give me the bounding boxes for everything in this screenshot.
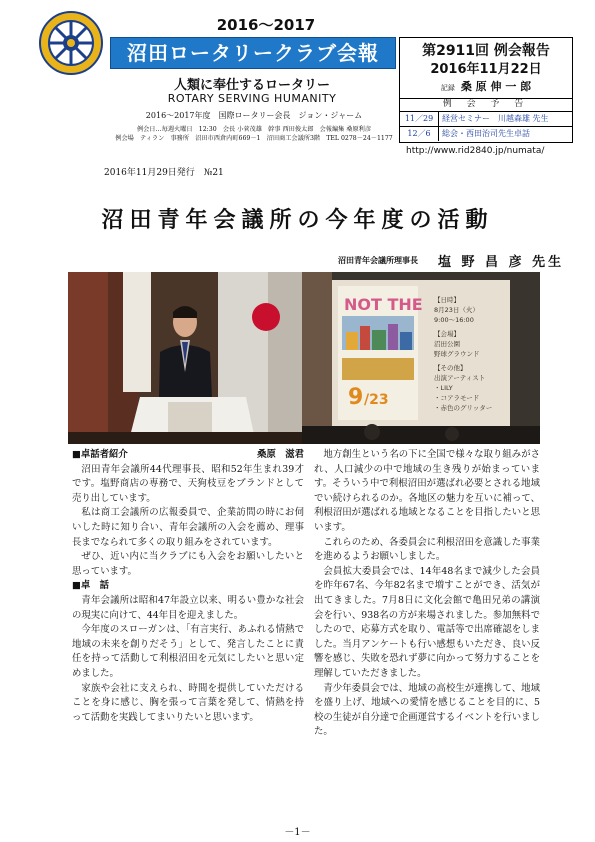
issue-line: 2016年11月29日発行 №21 [104, 168, 224, 178]
rotary-logo [38, 10, 104, 76]
club-title: 沼田ロータリークラブ会報 [127, 41, 379, 65]
schedule-text: 総会・西田治司先生卓話 [442, 129, 530, 138]
year-range: 2016～2017 [216, 16, 316, 34]
svg-text:/23: /23 [364, 392, 389, 408]
meeting-info [104, 126, 404, 143]
svg-text:出演アーティスト: 出演アーティスト [434, 374, 486, 382]
speaker-title: 沼田青年会議所理事長 [338, 256, 418, 265]
article-right-column [314, 448, 540, 740]
schedule-date: 11／29 [400, 112, 439, 126]
schedule-text: 経営セミナー 川越森雄 先生 [442, 114, 549, 123]
svg-text:8月23日（火）: 8月23日（火） [434, 306, 479, 314]
schedule-row [400, 112, 572, 127]
theme-japanese: 人類に奉仕するロータリー [173, 78, 330, 93]
talk-paragraph: これらのため、各委員会に利根沼田を意識した事業を進めるようお願いしました。 [314, 536, 540, 563]
talk-paragraph: 会員拡大委員会では、14年48名まで減少した会員を昨年67名、今年82名まで増すことができ、活気が出てきました。7月8日に文化会館で亀田兄弟の講演会を行い、938名の方が来場されました。参加無料でしたので、応募方式を取り、電話等で出席確認をしました。当月アンケートも行い感想もいただき、良い反響を感じ、失敗を恐れず夢に向かって努力することを理解していただきました。 [314, 565, 540, 679]
club-url[interactable]: http://www.rid2840.jp/numata/ [406, 146, 545, 156]
intro-paragraph: 私は商工会議所の広報委員で、企業訪問の時にお伺いした時に知り合い、青年会議所の入会を薦め、理事長までなられて多くの取り組みをされています。 [72, 507, 304, 548]
svg-text:9:00～16:00: 9:00～16:00 [434, 316, 474, 324]
meeting-schedule-box [399, 97, 573, 143]
schedule-date: 12／6 [400, 127, 439, 141]
schedule-title: 例 会 予 告 [400, 97, 572, 112]
report-info-box [399, 37, 573, 99]
recorder [400, 78, 572, 94]
intro-paragraph: 沼田青年会議所44代理事長、昭和52年生まれ39才です。塩野商店の専務で、天狗枝豆をブランドとして売り出しています。 [72, 463, 304, 504]
svg-text:【日時】: 【日時】 [434, 296, 460, 304]
article-left-column [72, 448, 304, 725]
event-slide-photo [302, 272, 540, 444]
intro-heading: ■卓話者紹介 [72, 449, 128, 460]
talk-paragraph: 今年度のスローガンは、「有言実行、あふれる情熱で地域の未来を創りだそう」として、発言したことに責任を持って活動して利根沼田を元気にしたいと思い定めました。 [72, 624, 304, 679]
intro-author: 桑原 滋君 [257, 449, 304, 460]
svg-text:・LILY: ・LILY [434, 384, 453, 392]
report-number: 第2911回 例会報告 [422, 43, 550, 59]
slide-date-number: 9 [348, 385, 364, 410]
recorder-label: 記録 [440, 84, 455, 92]
speaker-photo [68, 272, 302, 444]
svg-text:【その他】: 【その他】 [434, 364, 467, 372]
intro-paragraph: ぜひ、近い内に当クラブにも入会をお願いしたいと思っています。 [72, 551, 304, 577]
svg-text:沼田公園: 沼田公園 [434, 340, 460, 348]
svg-text:・赤色のグリッター: ・赤色のグリッター [434, 404, 493, 412]
intro-heading-row [72, 448, 304, 463]
theme-english: ROTARY SERVING HUMANITY [167, 92, 337, 105]
talk-paragraph: 地方創生という名の下に全国で様々な取り組みがされ、人口減少の中で地域の生き残りが始まっています。そういう中で利根沼田が選ばれ必要とされる地域でい続けられるのか。各地区の魅力を互いに補って、利根沼田が選ばれる地域となることを目指したいと思います。 [314, 449, 540, 533]
meeting-info-line: 例会場 ティラン 事務所 沼田市西倉内町669－1 沼田商工会議所3階 TEL 0278－24－1177 [115, 134, 393, 142]
svg-text:野球グラウンド: 野球グラウンド [434, 350, 480, 358]
page-number: －1－ [284, 827, 311, 838]
president-line: 2016～2017年度 国際ロータリー会長 ジョン・ジャーム [145, 111, 363, 120]
svg-text:・コアラモード: ・コアラモード [434, 394, 480, 402]
schedule-row [400, 127, 572, 141]
svg-text:【会場】: 【会場】 [434, 330, 460, 338]
article-headline: 沼田青年会議所の今年度の活動 [101, 207, 494, 233]
report-date: 2016年11月22日 [430, 62, 542, 77]
recorder-name: 桑 原 伸 一 郎 [460, 80, 532, 93]
speaker-name: 塩 野 昌 彦 先生 [438, 255, 565, 270]
talk-paragraph: 青年会議所は昭和47年設立以来、明るい豊かな社会の現実に向けて、44年目を迎えました。 [72, 594, 304, 621]
talk-paragraph: 家族や会社に支えられ、時間を提供していただけることを身に感じ、胸を張って言葉を発して、情熱を持って活動を実践してまいりたいと思います。 [72, 682, 304, 723]
talk-paragraph: 青少年委員会では、地域の高校生が連携して、地域を盛り上げ、地域への愛情を感じることを目的に、5校の生徒が自分達で企画運営するイベントを行いました。 [314, 682, 540, 738]
club-title-banner [110, 37, 396, 69]
talk-heading: ■卓 話 [72, 580, 109, 592]
meeting-info-line: 例会日…毎週火曜日 12:30 会長 小菅茂雄 幹事 西田俊太郎 会報編集 桑原利彦 [136, 126, 372, 133]
slide-title: NOT THE [344, 295, 423, 314]
